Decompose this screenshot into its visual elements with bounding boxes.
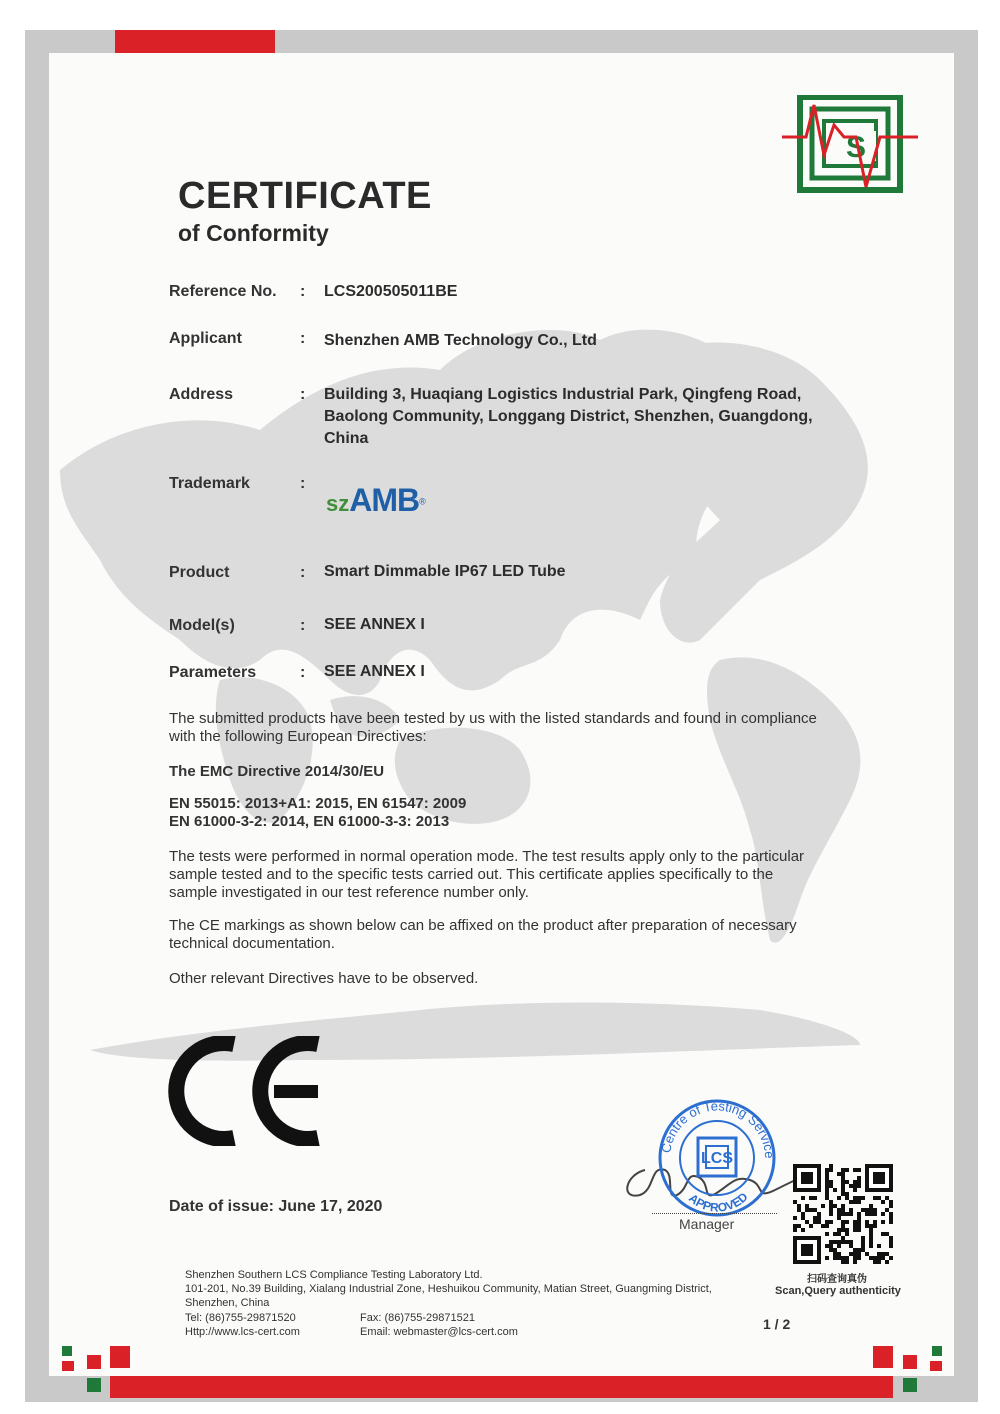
signature-line [652, 1213, 777, 1214]
stamp-bottom-text: APPROVED [686, 1189, 751, 1215]
text-line: technical documentation. [169, 935, 335, 952]
reference-value: LCS200505011BE [324, 283, 458, 300]
separator: : [300, 617, 306, 634]
separator: : [300, 386, 306, 403]
lab-address: 101-201, No.39 Building, Xialang Industrial Zone, Heshuikou Community, Matian Street, Guangming District, [185, 1283, 712, 1295]
address-value [324, 384, 813, 450]
intro-paragraph [169, 710, 869, 746]
trademark-logo [326, 482, 426, 519]
product-value: Smart Dimmable IP67 LED Tube [324, 563, 566, 580]
page-number: 1 / 2 [763, 1316, 791, 1332]
approval-stamp [650, 1098, 785, 1218]
manager-label: Manager [679, 1216, 735, 1232]
text-line: The CE markings as shown below can be affixed on the product after preparation of necessary [169, 917, 797, 934]
lab-city: Shenzhen, China [185, 1297, 270, 1309]
lab-email[interactable]: Email: webmaster@lcs-cert.com [360, 1326, 518, 1338]
contact-left [185, 1311, 300, 1339]
applicant-value: Shenzhen AMB Technology Co., Ltd [324, 332, 597, 349]
standard-line: EN 55015: 2013+A1: 2015, EN 61547: 2009 [169, 795, 467, 812]
separator: : [300, 664, 306, 681]
separator: : [300, 283, 306, 300]
lab-fax: Fax: (86)755-29871521 [360, 1312, 475, 1324]
models-value: SEE ANNEX I [324, 616, 425, 633]
scan-label-cn: 扫码查询真伪 [807, 1274, 867, 1285]
stamp-top-text: Centre of Testing Service [658, 1098, 778, 1159]
trademark-label: Trademark [169, 475, 250, 492]
parameters-value: SEE ANNEX I [324, 663, 425, 680]
svg-text:S: S [845, 131, 867, 164]
stamp-logo-text: LCS [701, 1150, 733, 1167]
registered-mark: ® [419, 496, 426, 507]
text-line: sample tested and to the specific tests carried out. This certificate applies specifically to the [169, 866, 774, 883]
lab-phone: Tel: (86)755-29871520 [185, 1312, 296, 1324]
product-label: Product [169, 564, 230, 581]
directive-name: The EMC Directive 2014/30/EU [169, 763, 385, 780]
applicant-label: Applicant [169, 330, 242, 347]
separator: : [300, 330, 306, 347]
date-of-issue: Date of issue: June 17, 2020 [169, 1198, 383, 1215]
standards-list [169, 795, 869, 831]
ce-mark-icon [168, 1036, 328, 1146]
standard-line: EN 61000-3-2: 2014, EN 61000-3-3: 2013 [169, 813, 450, 830]
address-line: China [324, 430, 369, 447]
trademark-name: AMB [349, 482, 420, 518]
separator: : [300, 564, 306, 581]
text-line: sample investigated in our test reference number only. [169, 884, 529, 901]
certificate-title: CERTIFICATE [178, 175, 432, 217]
address-line: Building 3, Huaqiang Logistics Industrial Park, Qingfeng Road, [324, 386, 802, 403]
lab-name: Shenzhen Southern LCS Compliance Testing Laboratory Ltd. [185, 1269, 483, 1281]
lcs-logo [780, 95, 920, 195]
contact-right [360, 1311, 518, 1339]
address-label: Address [169, 386, 234, 403]
models-label: Model(s) [169, 617, 235, 634]
text-line: The submitted products have been tested by us with the listed standards and found in compliance [169, 710, 817, 727]
address-line: Baolong Community, Longgang District, Shenzhen, Guangdong, [324, 408, 813, 425]
reference-label: Reference No. [169, 283, 277, 300]
parameters-label: Parameters [169, 664, 257, 681]
scan-label-en: Scan,Query authenticity [775, 1285, 901, 1297]
lab-website[interactable]: Http://www.lcs-cert.com [185, 1326, 300, 1338]
certificate-subtitle: of Conformity [178, 220, 329, 246]
qr-code[interactable] [793, 1164, 895, 1266]
other-directives: Other relevant Directives have to be observed. [169, 970, 479, 987]
lab-address-block [185, 1268, 712, 1310]
trademark-prefix: sz [326, 491, 350, 516]
ce-paragraph [169, 917, 869, 953]
separator: : [300, 475, 306, 492]
tests-paragraph [169, 848, 869, 902]
text-line: The tests were performed in normal operation mode. The test results apply only to the particular [169, 848, 805, 865]
text-line: with the following European Directives: [169, 728, 427, 745]
